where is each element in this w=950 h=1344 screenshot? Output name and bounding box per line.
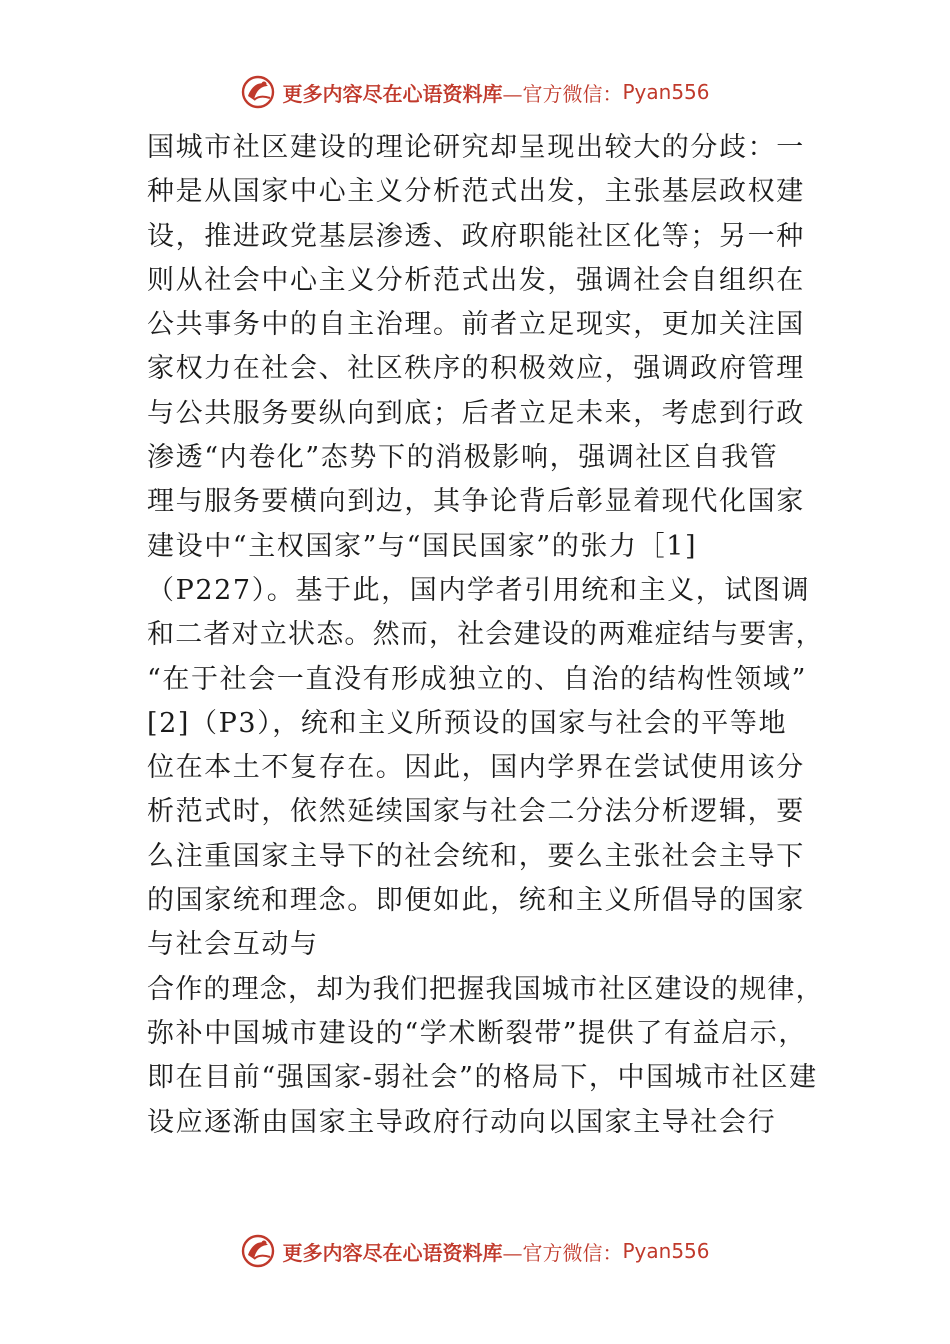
- flower-logo-icon: [240, 1233, 276, 1269]
- footer-title: 更多内容尽在心语资料库: [282, 1240, 503, 1265]
- text-line: 设，推进政党基层渗透、政府职能社区化等；另一种: [147, 220, 805, 252]
- text-line: 即在目前“强国家-弱社会”的格局下，中国城市社区建: [147, 1062, 818, 1094]
- text-line: 么注重国家主导下的社会统和，要么主张社会主导下: [147, 840, 805, 872]
- text-line: 国城市社区建设的理论研究却呈现出较大的分歧：一: [147, 132, 805, 163]
- header-wechat-label: —官方微信：: [502, 81, 623, 106]
- text-line: 渗透“内卷化”态势下的消极影响，强调社区自我管: [147, 442, 779, 474]
- text-line: 合作的理念，却为我们把握我国城市社区建设的规律，: [147, 973, 824, 1005]
- text-line: 设应逐渐由国家主导政府行动向以国家主导社会行: [147, 1106, 777, 1138]
- footer-banner: [0, 1231, 950, 1271]
- text-line: 弥补中国城市建设的“学术断裂带”提供了有益启示，: [147, 1017, 808, 1049]
- text-line: “在于社会一直没有形成独立的、自治的结构性领域”: [147, 663, 808, 695]
- text-line: 公共事务中的自主治理。前者立足现实，更加关注国: [147, 309, 805, 341]
- text-line: [2]（P3），统和主义所预设的国家与社会的平等地: [147, 707, 788, 739]
- text-line: 和二者对立状态。然而，社会建设的两难症结与要害，: [147, 619, 824, 651]
- text-line: 则从社会中心主义分析范式出发，强调社会自组织在: [147, 264, 805, 296]
- text-line: 种是从国家中心主义分析范式出发，主张基层政权建: [147, 176, 805, 208]
- footer-wechat-label: —官方微信：: [502, 1240, 623, 1265]
- text-line: 析范式时，依然延续国家与社会二分法分析逻辑，要: [147, 796, 805, 828]
- flower-logo-icon: [240, 74, 276, 110]
- text-line: 的国家统和理念。即便如此，统和主义所倡导的国家: [147, 885, 805, 917]
- header-wechat-id: Pyan556: [622, 80, 710, 104]
- text-line: 理与服务要横向到边，其争论背后彰显着现代化国家: [147, 486, 805, 518]
- text-line: 家权力在社会、社区秩序的积极效应，强调政府管理: [147, 353, 805, 385]
- header-title: 更多内容尽在心语资料库: [282, 81, 503, 106]
- text-line: 与公共服务要纵向到底；后者立足未来，考虑到行政: [147, 397, 805, 429]
- document-body: [147, 126, 827, 1145]
- text-line: 建设中“主权国家”与“国民国家”的张力［1]: [147, 530, 698, 562]
- header-banner: [0, 72, 950, 112]
- text-line: （P227）。基于此，国内学者引用统和主义，试图调: [147, 574, 811, 606]
- text-line: 与社会互动与: [147, 929, 319, 961]
- text-line: 位在本土不复存在。因此，国内学界在尝试使用该分: [147, 752, 805, 784]
- footer-wechat-id: Pyan556: [622, 1239, 710, 1263]
